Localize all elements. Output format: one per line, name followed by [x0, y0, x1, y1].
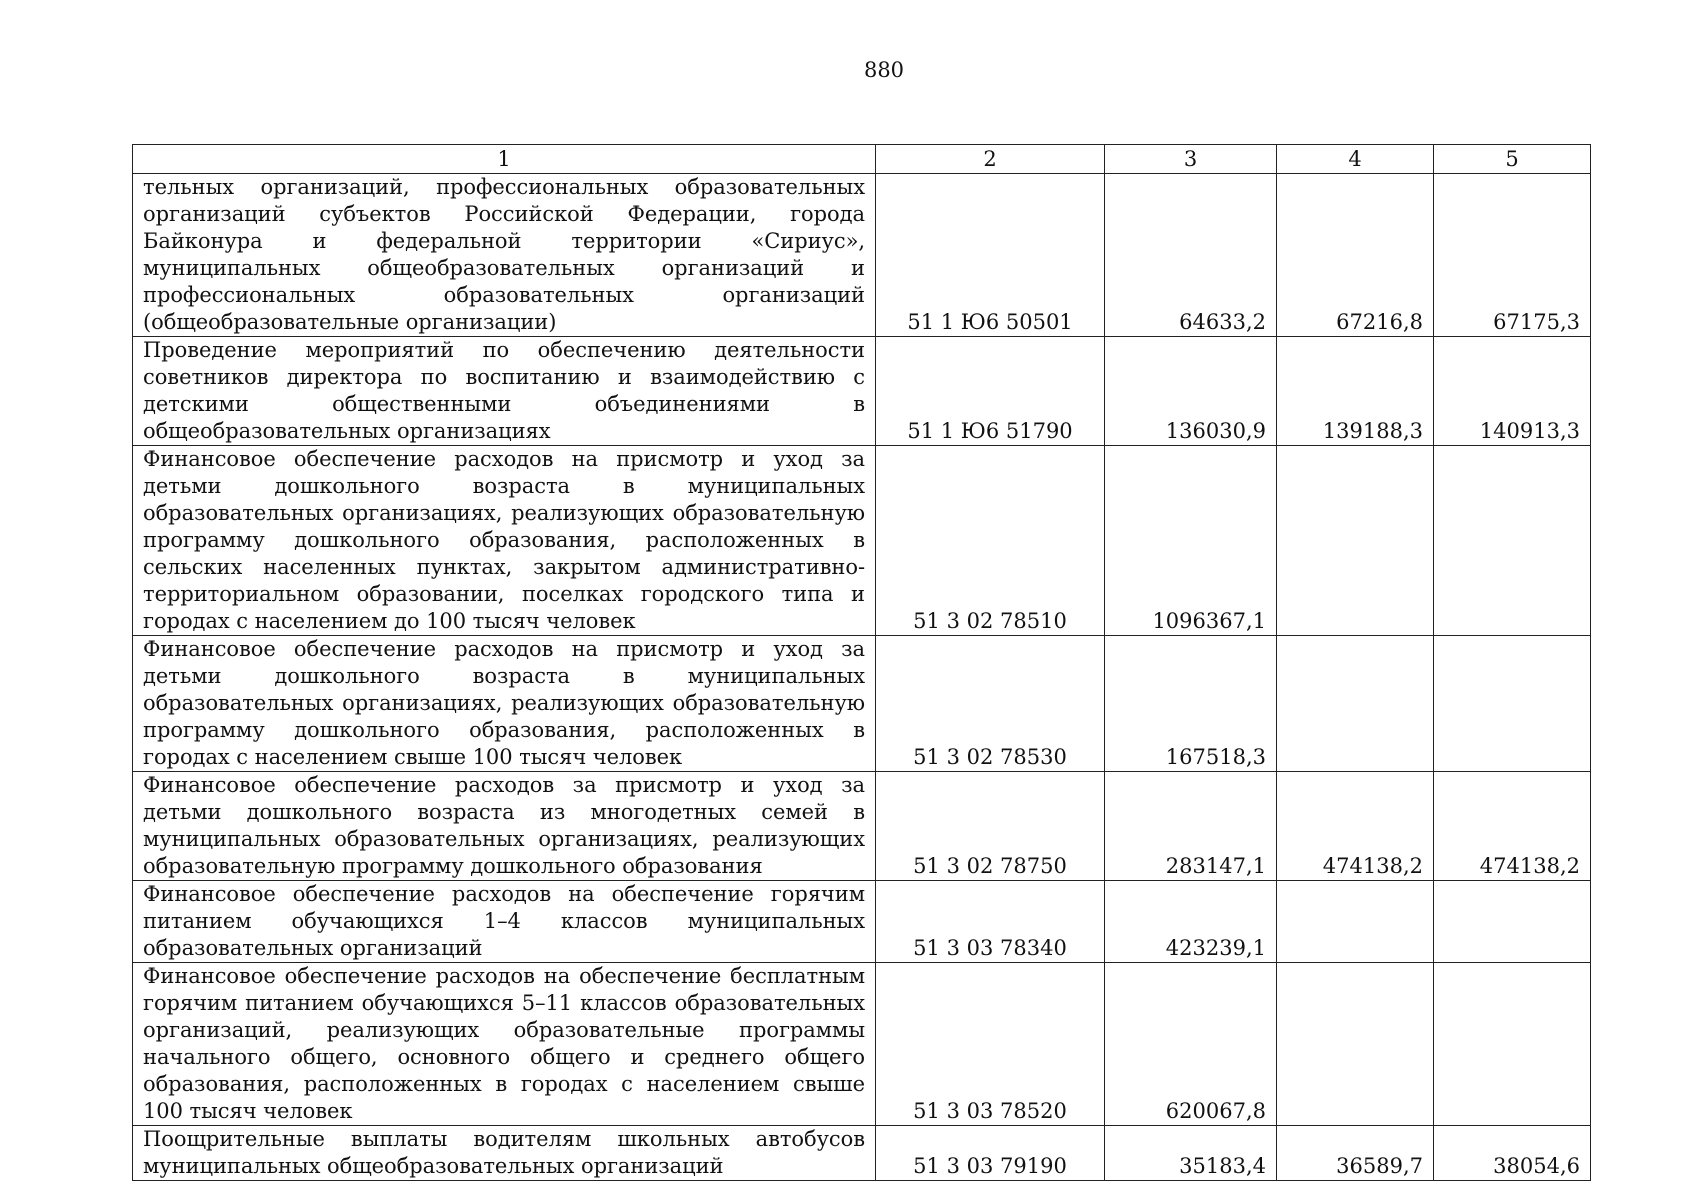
- row-value-3: 64633,2: [1105, 174, 1277, 337]
- row-value-3: 1096367,1: [1105, 446, 1277, 636]
- table-row: [133, 174, 1591, 337]
- header-row: [133, 145, 1591, 174]
- column-header-5: 5: [1434, 145, 1591, 174]
- row-value-5: 474138,2: [1434, 772, 1591, 881]
- row-value-4: [1277, 636, 1434, 772]
- row-value-3: 620067,8: [1105, 963, 1277, 1126]
- row-code: 51 3 02 78530: [876, 636, 1105, 772]
- row-value-5: [1434, 446, 1591, 636]
- row-name: Финансовое обеспечение расходов на обеспечение горячим питанием обучающихся 1–4 классов муниципальных образовательных организаций: [133, 881, 876, 963]
- row-code: 51 1 Ю6 50501: [876, 174, 1105, 337]
- row-name: Поощрительные выплаты водителям школьных автобусов муниципальных общеобразовательных организаций: [133, 1126, 876, 1181]
- row-value-5: 38054,6: [1434, 1126, 1591, 1181]
- row-value-4: 36589,7: [1277, 1126, 1434, 1181]
- row-value-4: 139188,3: [1277, 337, 1434, 446]
- column-header-4: 4: [1277, 145, 1434, 174]
- table-row: [133, 1126, 1591, 1181]
- table-row: [133, 636, 1591, 772]
- row-name: Финансовое обеспечение расходов на присмотр и уход за детьми дошкольного возраста в муниципальных образовательных организациях, реализующих образовательную программу дошкольного образования, расположенных в городах с населением свыше 100 тысяч человек: [133, 636, 876, 772]
- row-name: Финансовое обеспечение расходов за присмотр и уход за детьми дошкольного возраста из многодетных семей в муниципальных образовательных организациях, реализующих образовательную программу дошкольного образования: [133, 772, 876, 881]
- row-value-5: 140913,3: [1434, 337, 1591, 446]
- row-value-3: 423239,1: [1105, 881, 1277, 963]
- table-row: [133, 446, 1591, 636]
- column-header-3: 3: [1105, 145, 1277, 174]
- row-value-4: [1277, 446, 1434, 636]
- column-header-2: 2: [876, 145, 1105, 174]
- table-row: [133, 881, 1591, 963]
- row-value-3: 167518,3: [1105, 636, 1277, 772]
- page-number: 880: [863, 58, 905, 82]
- row-code: 51 3 03 78340: [876, 881, 1105, 963]
- row-code: 51 3 03 78520: [876, 963, 1105, 1126]
- column-header-1: 1: [133, 145, 876, 174]
- row-value-3: 283147,1: [1105, 772, 1277, 881]
- table-row: [133, 963, 1591, 1126]
- row-value-5: 67175,3: [1434, 174, 1591, 337]
- row-value-3: 35183,4: [1105, 1126, 1277, 1181]
- row-code: 51 3 02 78750: [876, 772, 1105, 881]
- row-name: Финансовое обеспечение расходов на присмотр и уход за детьми дошкольного возраста в муниципальных образовательных организациях, реализующих образовательную программу дошкольного образования, расположенных в сельских населенных пунктах, закрытом административно-территориальном образовании, поселках городского типа и городах с населением до 100 тысяч человек: [133, 446, 876, 636]
- row-value-4: 474138,2: [1277, 772, 1434, 881]
- row-name: Проведение мероприятий по обеспечению деятельности советников директора по воспитанию и взаимодействию с детскими общественными объединениями в общеобразовательных организациях: [133, 337, 876, 446]
- row-code: 51 3 02 78510: [876, 446, 1105, 636]
- row-value-4: [1277, 963, 1434, 1126]
- row-value-5: [1434, 963, 1591, 1126]
- row-value-4: [1277, 881, 1434, 963]
- row-name: тельных организаций, профессиональных образовательных организаций субъектов Российской Федерации, города Байконура и федеральной территории «Сириус», муниципальных общеобразовательных организаций и профессиональных образовательных организаций (общеобразовательные организации): [133, 174, 876, 337]
- row-value-5: [1434, 636, 1591, 772]
- row-code: 51 1 Ю6 51790: [876, 337, 1105, 446]
- table-row: [133, 337, 1591, 446]
- row-code: 51 3 03 79190: [876, 1126, 1105, 1181]
- row-value-5: [1434, 881, 1591, 963]
- budget-table: [132, 144, 1591, 1181]
- row-value-3: 136030,9: [1105, 337, 1277, 446]
- table-row: [133, 772, 1591, 881]
- row-name: Финансовое обеспечение расходов на обеспечение бесплатным горячим питанием обучающихся 5–11 классов образовательных организаций, реализующих образовательные программы начального общего, основного общего и среднего общего образования, расположенных в городах с населением свыше 100 тысяч человек: [133, 963, 876, 1126]
- row-value-4: 67216,8: [1277, 174, 1434, 337]
